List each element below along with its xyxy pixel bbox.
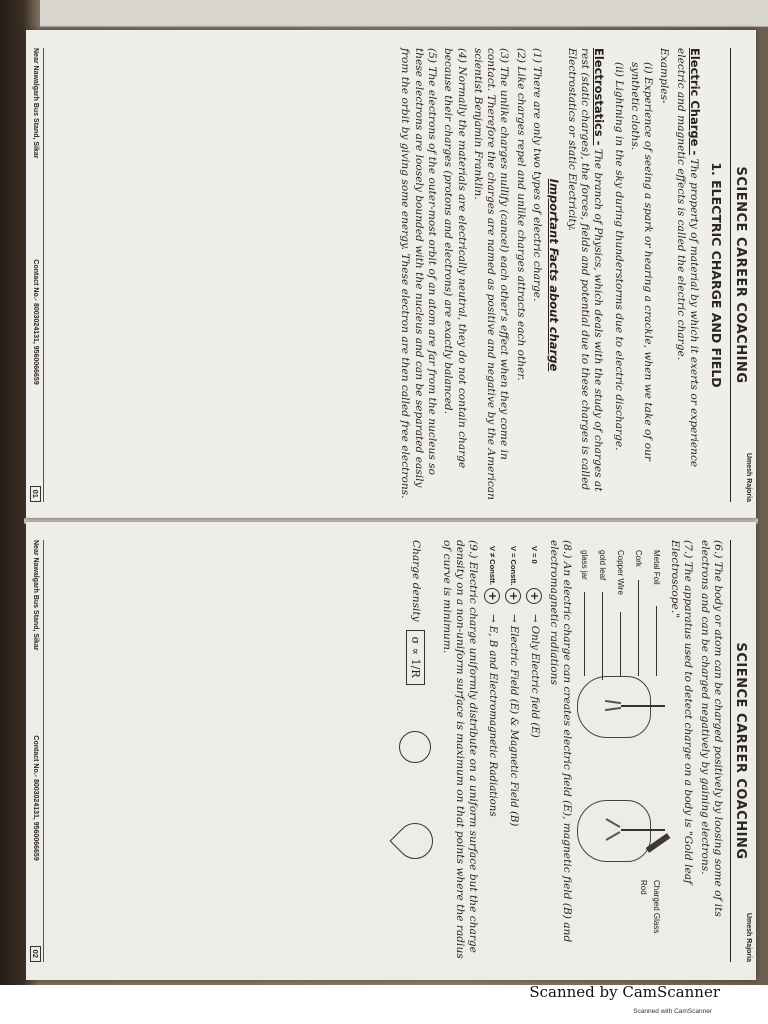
- case-result: → Electric Field (E) & Magnetic Field (B): [507, 614, 519, 827]
- pointer-line: [602, 592, 603, 680]
- positive-charge-icon: +: [526, 588, 542, 604]
- page-footer: [30, 540, 44, 962]
- brand-title: SCIENCE CAREER COACHING: [733, 642, 748, 860]
- label-copper-wire: Copper Wire: [615, 550, 625, 595]
- fact-item: (8.) An electric charge can creates electric field (E), magnetic field (B) and electromagnetic radiations: [547, 540, 573, 943]
- electrostatics-text: The branch of Physics, which deals with the study of charges at rest (static charges), the forces, fields and potential due to these charges is called Electrostatics or static Electricity.: [565, 48, 605, 492]
- fact-item: (9.) Electric charge uniformly distribute on a uniform surface but the charge density on a non-uniform surface is maximum on that points where the radius of curve is minimum.: [440, 540, 480, 959]
- pointer-line: [584, 592, 585, 676]
- electric-charge-definition: [673, 48, 701, 502]
- example-item: (i) Experience of seeing a spark or hearing a crackle, when we take of our synthetic cloths.: [628, 62, 655, 461]
- case-result: → E, B and Electromagnetic Radiations: [486, 614, 498, 817]
- pointer-line: [638, 580, 639, 676]
- fact-item: (6.) The body or atom can be charged positively by loosing some of its electrons and can be charged negatively by gaining electrons.: [698, 540, 724, 917]
- brand-title: SCIENCE CAREER COACHING: [733, 166, 748, 384]
- camscanner-small-watermark: Scanned with CamScanner: [633, 1008, 712, 1015]
- charge-density-row: [397, 540, 433, 962]
- pointer-line: [656, 606, 657, 676]
- positive-charge-icon: +: [484, 588, 500, 604]
- electrostatics-term: Electrostatics -: [592, 48, 607, 146]
- label-glass-jar: glass jar: [579, 550, 589, 580]
- fact-item: (5) The electrons of the outer-most orbit of an atom are far from the nucleus so these electrons are loosely bounded with the nucleus and can be separated easily from the orbit by giving some energy. These electron are then called free electrons.: [399, 48, 438, 499]
- pointer-line: [620, 612, 621, 676]
- footer-contact: Contact No.- 8003024131, 9560066659: [32, 735, 39, 861]
- facts-heading: Important Facts about charge: [547, 178, 562, 372]
- case-condition: V = 0: [529, 546, 539, 564]
- notes-body: [398, 48, 701, 502]
- case-condition: V ≠ Constt.: [487, 546, 497, 586]
- electrostatics-definition: [564, 48, 605, 502]
- charge-density-label: Charge density: [409, 540, 422, 622]
- example-item: (ii) Lightning in the sky during thunderstorms due to electric discharge.: [612, 62, 625, 451]
- page-header: [730, 48, 748, 502]
- notebook-page-1: [26, 30, 756, 520]
- electric-charge-text: The property of material by which it exerts or experience electric and magnetic effects is called the electric charge.: [674, 48, 700, 468]
- footer-address: Near Nawalgarh Bus Stand, Sikar: [32, 540, 39, 651]
- fact-item: (7.) The apparatus used to detect charge on a body is "Gold leaf Electroscope.": [669, 540, 695, 884]
- label-charged-glass-rod: Charged Glass Rod: [638, 880, 661, 934]
- examples-label: Examples-: [658, 48, 671, 104]
- case-row: [505, 546, 521, 962]
- page-number: 01: [30, 486, 41, 502]
- footer-address: Near Nawalgarh Bus Stand, Sikar: [32, 48, 39, 159]
- previous-page-edge: [40, 0, 768, 27]
- author-name: Umesh Rajoria: [745, 912, 752, 962]
- author-name: Umesh Rajoria: [745, 452, 752, 502]
- teardrop-icon: [390, 815, 441, 866]
- charge-motion-cases: [484, 546, 542, 962]
- page-number: 02: [30, 946, 41, 962]
- fact-item: (4) Normally the materials are electrically neutral, they do not contain charge because their charges (protons and electrons) are exactly balanced.: [442, 48, 468, 469]
- case-row: [526, 546, 542, 962]
- fact-item: (2) Like charges repel and unlike charges attracts each other.: [514, 48, 527, 381]
- page-header: [730, 540, 748, 962]
- fact-item: (3) The unlike charges nullify (cancel) each other's effect when they come in contact. Therefore the charges are named as positive and negative by the American scientist Benjamin Franklin.: [471, 48, 511, 500]
- label-gold-leaf: gold leaf: [597, 550, 607, 581]
- camscanner-watermark: Scanned by CamScanner: [529, 983, 720, 1001]
- fact-item: (1) There are only two types of electric charge.: [531, 48, 544, 302]
- electroscope-rod: [621, 829, 665, 831]
- sphere-icon: [399, 731, 431, 763]
- charge-density-formula: σ ∝ 1/R: [406, 630, 425, 685]
- electroscope-jar-charged: [577, 800, 651, 862]
- label-metal-foil: Metal Foil: [651, 550, 661, 585]
- electroscope-rod: [621, 705, 665, 707]
- footer-contact: Contact No.- 8003024131, 9560066659: [32, 259, 39, 385]
- label-cork: Cork: [633, 550, 643, 567]
- case-row: [484, 546, 500, 962]
- chapter-title: 1. ELECTRIC CHARGE AND FIELD: [709, 162, 724, 388]
- positive-charge-icon: +: [505, 588, 521, 604]
- gold-leaf-electroscope-diagram: [577, 540, 665, 962]
- notes-body: [397, 540, 724, 962]
- page-footer: [30, 48, 44, 502]
- notebook-page-2: [26, 522, 756, 980]
- electric-charge-term: Electric Charge -: [688, 48, 702, 156]
- case-condition: V = Constt.: [508, 546, 518, 586]
- case-result: → Only Electric field (E): [528, 614, 540, 738]
